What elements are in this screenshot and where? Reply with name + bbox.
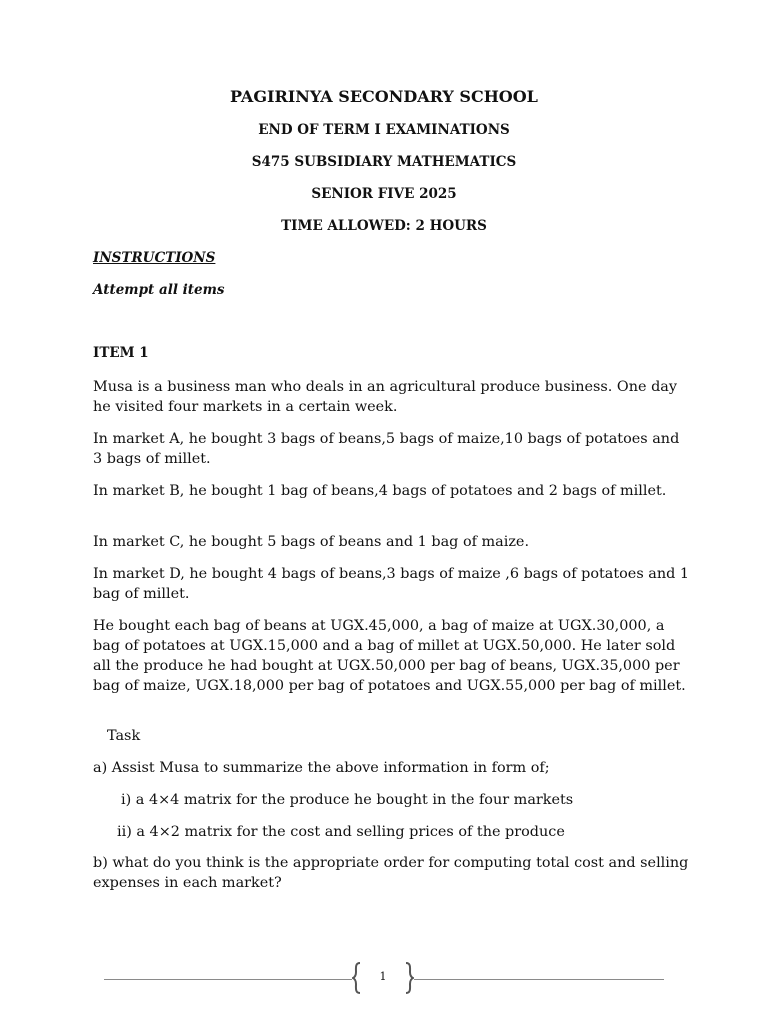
- exam-title: END OF TERM I EXAMINATIONS: [258, 122, 510, 138]
- footer-rule-left: [104, 979, 352, 980]
- instructions-heading: INSTRUCTIONS: [93, 250, 216, 266]
- time-allowed: TIME ALLOWED: 2 HOURS: [281, 218, 487, 234]
- paragraph-intro: Musa is a business man who deals in an agricultural produce business. One day he visited four markets in a certain week.: [93, 379, 678, 415]
- paragraph-prices: He bought each bag of beans at UGX.45,000, a bag of maize at UGX.30,000, a bag of potatoes at UGX.15,000 and a bag of millet at UGX.50,000. He later sold all the produce he had bought at UGX.50,000 per bag of beans, UGX.35,000 per bag of maize, UGX.18,000 per bag of potatoes and UGX.55,000 per bag of millet.: [93, 618, 686, 694]
- paragraph-market-d: In market D, he bought 4 bags of beans,3 bags of maize ,6 bags of potatoes and 1 bag of millet.: [93, 566, 690, 602]
- right-brace-icon: [404, 962, 414, 994]
- task-label: Task: [107, 728, 141, 744]
- question-a: a) Assist Musa to summarize the above information in form of;: [93, 760, 550, 776]
- footer-rule-right: [414, 979, 664, 980]
- school-name: PAGIRINYA SECONDARY SCHOOL: [230, 87, 538, 106]
- paragraph-market-b: In market B, he bought 1 bag of beans,4 bags of potatoes and 2 bags of millet.: [93, 483, 667, 499]
- paragraph-market-c: In market C, he bought 5 bags of beans and 1 bag of maize.: [93, 534, 530, 550]
- class-title: SENIOR FIVE 2025: [311, 186, 457, 202]
- question-a-ii: ii) a 4×2 matrix for the cost and selling prices of the produce: [117, 824, 565, 840]
- question-a-i: i) a 4×4 matrix for the produce he bought in the four markets: [121, 792, 574, 808]
- subject-title: S475 SUBSIDIARY MATHEMATICS: [251, 154, 517, 170]
- item-heading: ITEM 1: [93, 345, 149, 361]
- question-b: b) what do you think is the appropriate order for computing total cost and selling expenses in each market?: [93, 855, 689, 891]
- page-number: 1: [379, 970, 387, 983]
- paragraph-market-a: In market A, he bought 3 bags of beans,5 bags of maize,10 bags of potatoes and 3 bags of millet.: [93, 431, 680, 467]
- left-brace-icon: [352, 962, 362, 994]
- instructions-text: Attempt all items: [93, 282, 225, 298]
